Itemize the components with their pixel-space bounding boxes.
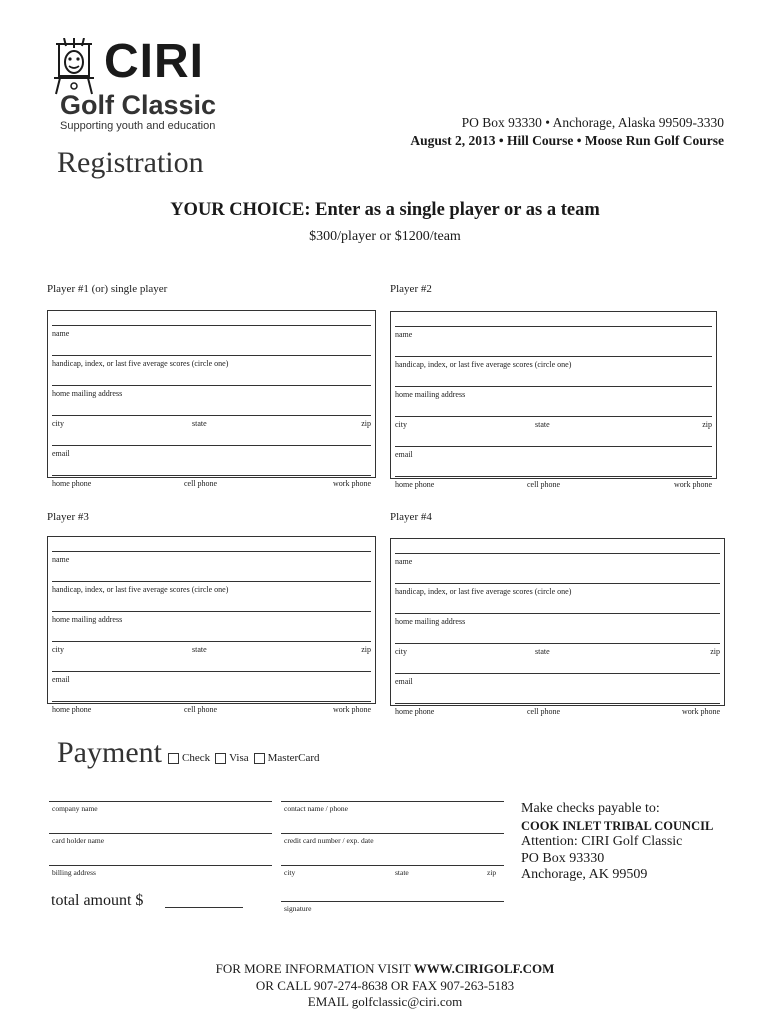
field-line: [395, 643, 720, 644]
zip-label: zip: [361, 645, 371, 654]
field-line: [52, 445, 371, 446]
name-label: name: [52, 329, 70, 338]
handicap-label: handicap, index, or last five average scores (circle one): [395, 587, 572, 596]
address-label: home mailing address: [52, 389, 123, 398]
name-field[interactable]: [52, 551, 371, 581]
address-field[interactable]: [395, 386, 712, 416]
logo-title: Golf Classic: [60, 90, 217, 120]
event-line: August 2, 2013 • Hill Course • Moose Run Golf Course: [410, 133, 724, 148]
handicap-label: handicap, index, or last five average scores (circle one): [52, 585, 229, 594]
billing-address-label: billing address: [52, 868, 96, 877]
phones-field[interactable]: [395, 703, 720, 733]
address-label: home mailing address: [395, 390, 466, 399]
field-line: [52, 385, 371, 386]
ciri-logo: [50, 35, 220, 138]
email-field[interactable]: [395, 673, 720, 703]
field-line: [52, 701, 371, 702]
billing-city-label: city: [284, 868, 296, 877]
city-state-zip-field[interactable]: [52, 415, 371, 445]
cell-phone-label: cell phone: [184, 705, 218, 714]
email-field[interactable]: [52, 671, 371, 701]
state-label: state: [535, 420, 550, 429]
phones-field[interactable]: [395, 476, 712, 506]
contact-field[interactable]: [281, 801, 504, 802]
checks-line-5: Anchorage, AK 99509: [521, 867, 648, 882]
work-phone-label: work phone: [333, 705, 371, 714]
city-state-zip-field[interactable]: [395, 416, 712, 446]
player-1-label: Player #1 (or) single player: [47, 283, 168, 295]
player-2-box: [390, 311, 717, 489]
card-holder-label: card holder name: [52, 836, 105, 845]
mastercard-checkbox[interactable]: [254, 753, 265, 764]
mastercard-label: MasterCard: [267, 752, 320, 764]
handicap-field[interactable]: [52, 581, 371, 611]
cell-phone-label: cell phone: [527, 707, 561, 716]
name-label: name: [395, 557, 413, 566]
home-phone-label: home phone: [52, 705, 92, 714]
handicap-field[interactable]: [52, 355, 371, 385]
name-label: name: [395, 330, 413, 339]
handicap-label: handicap, index, or last five average scores (circle one): [395, 360, 572, 369]
field-line: [395, 583, 720, 584]
field-line: [395, 476, 712, 477]
footer-phone: OR CALL 907-274-8638 OR FAX 907-263-5183: [255, 977, 515, 993]
company-name-field[interactable]: [49, 801, 272, 802]
billing-address-field[interactable]: [49, 865, 272, 866]
total-amount-field[interactable]: [165, 907, 243, 908]
card-number-label: credit card number / exp. date: [284, 836, 374, 845]
field-line: [395, 356, 712, 357]
signature-field[interactable]: [281, 901, 504, 902]
page-title: Registration: [57, 146, 204, 179]
card-number-field[interactable]: [281, 833, 504, 834]
footer-email[interactable]: EMAIL golfclassic@ciri.com: [307, 994, 463, 1009]
email-field[interactable]: [52, 445, 371, 475]
name-field[interactable]: [395, 553, 720, 583]
field-line: [52, 325, 371, 326]
name-label: name: [52, 555, 70, 564]
check-checkbox[interactable]: [168, 753, 179, 764]
email-label: email: [395, 450, 413, 459]
email-label: email: [52, 449, 70, 458]
email-label: email: [395, 677, 413, 686]
billing-state-label: state: [395, 868, 409, 877]
field-line: [395, 703, 720, 704]
address-field[interactable]: [52, 385, 371, 415]
state-label: state: [192, 645, 207, 654]
state-label: state: [535, 647, 550, 656]
price-line: $300/player or $1200/team: [309, 229, 461, 244]
company-name-label: company name: [52, 804, 98, 813]
field-line: [52, 415, 371, 416]
home-phone-label: home phone: [52, 479, 92, 488]
contact-label: contact name / phone: [284, 804, 348, 813]
handicap-label: handicap, index, or last five average scores (circle one): [52, 359, 229, 368]
address-field[interactable]: [395, 613, 720, 643]
city-label: city: [52, 645, 64, 654]
city-label: city: [395, 420, 407, 429]
city-label: city: [395, 647, 407, 656]
player-1-box: [47, 310, 376, 488]
city-state-zip-field[interactable]: [52, 641, 371, 671]
address-label: home mailing address: [52, 615, 123, 624]
field-line: [52, 671, 371, 672]
check-label: Check: [182, 752, 211, 764]
visa-checkbox[interactable]: [215, 753, 226, 764]
signature-label: signature: [284, 904, 312, 913]
address-field[interactable]: [52, 611, 371, 641]
field-line: [395, 446, 712, 447]
home-phone-label: home phone: [395, 480, 435, 489]
payment-options: [168, 752, 320, 764]
zip-label: zip: [361, 419, 371, 428]
golfer-mask-icon: [50, 38, 98, 96]
footer-website[interactable]: WWW.CIRIGOLF.COM: [413, 961, 555, 976]
field-line: [395, 673, 720, 674]
player-3-box: [47, 536, 376, 714]
total-amount-label: total amount $: [51, 892, 144, 909]
field-line: [395, 386, 712, 387]
billing-zip-label: zip: [487, 868, 497, 877]
field-line: [395, 613, 720, 614]
name-field[interactable]: [395, 326, 712, 356]
address-line: PO Box 93330 • Anchorage, Alaska 99509-3330: [461, 115, 724, 130]
logo-name: CIRI: [104, 35, 204, 88]
address-label: home mailing address: [395, 617, 466, 626]
player-3-label: Player #3: [47, 511, 89, 523]
field-line: [52, 355, 371, 356]
checks-line-1: Make checks payable to:: [521, 801, 660, 816]
checks-line-3: Attention: CIRI Golf Classic: [521, 834, 683, 849]
email-label: email: [52, 675, 70, 684]
player-2-label: Player #2: [390, 283, 432, 295]
work-phone-label: work phone: [674, 480, 712, 489]
field-line: [52, 641, 371, 642]
cell-phone-label: cell phone: [184, 479, 218, 488]
payment-title: Payment: [57, 736, 162, 769]
event-info: [410, 114, 724, 150]
footer: [0, 961, 770, 1011]
field-line: [52, 581, 371, 582]
field-line: [52, 551, 371, 552]
logo-tagline: Supporting youth and education: [60, 120, 216, 132]
city-label: city: [52, 419, 64, 428]
email-field[interactable]: [395, 446, 712, 476]
name-field[interactable]: [52, 325, 371, 355]
state-label: state: [192, 419, 207, 428]
home-phone-label: home phone: [395, 707, 435, 716]
player-4-box: [390, 538, 725, 716]
checks-line-2: COOK INLET TRIBAL COUNCIL: [521, 818, 714, 833]
phones-field[interactable]: [52, 701, 371, 731]
zip-label: zip: [702, 420, 712, 429]
field-line: [395, 553, 720, 554]
field-line: [52, 475, 371, 476]
field-line: [52, 611, 371, 612]
player-4-label: Player #4: [390, 511, 432, 523]
field-line: [395, 326, 712, 327]
zip-label: zip: [710, 647, 720, 656]
visa-label: Visa: [229, 752, 249, 764]
checks-payable-block: [521, 801, 713, 884]
checks-line-4: PO Box 93330: [521, 850, 605, 866]
card-holder-field[interactable]: [49, 833, 272, 834]
billing-city-field[interactable]: [281, 865, 504, 866]
phones-field[interactable]: [52, 475, 371, 505]
choice-heading: YOUR CHOICE: Enter as a single player or as a team: [170, 200, 600, 220]
cell-phone-label: cell phone: [527, 480, 561, 489]
work-phone-label: work phone: [682, 707, 720, 716]
city-state-zip-field[interactable]: [395, 643, 720, 673]
handicap-field[interactable]: [395, 583, 720, 613]
footer-visit: FOR MORE INFORMATION VISIT: [215, 961, 411, 976]
handicap-field[interactable]: [395, 356, 712, 386]
work-phone-label: work phone: [333, 479, 371, 488]
field-line: [395, 416, 712, 417]
